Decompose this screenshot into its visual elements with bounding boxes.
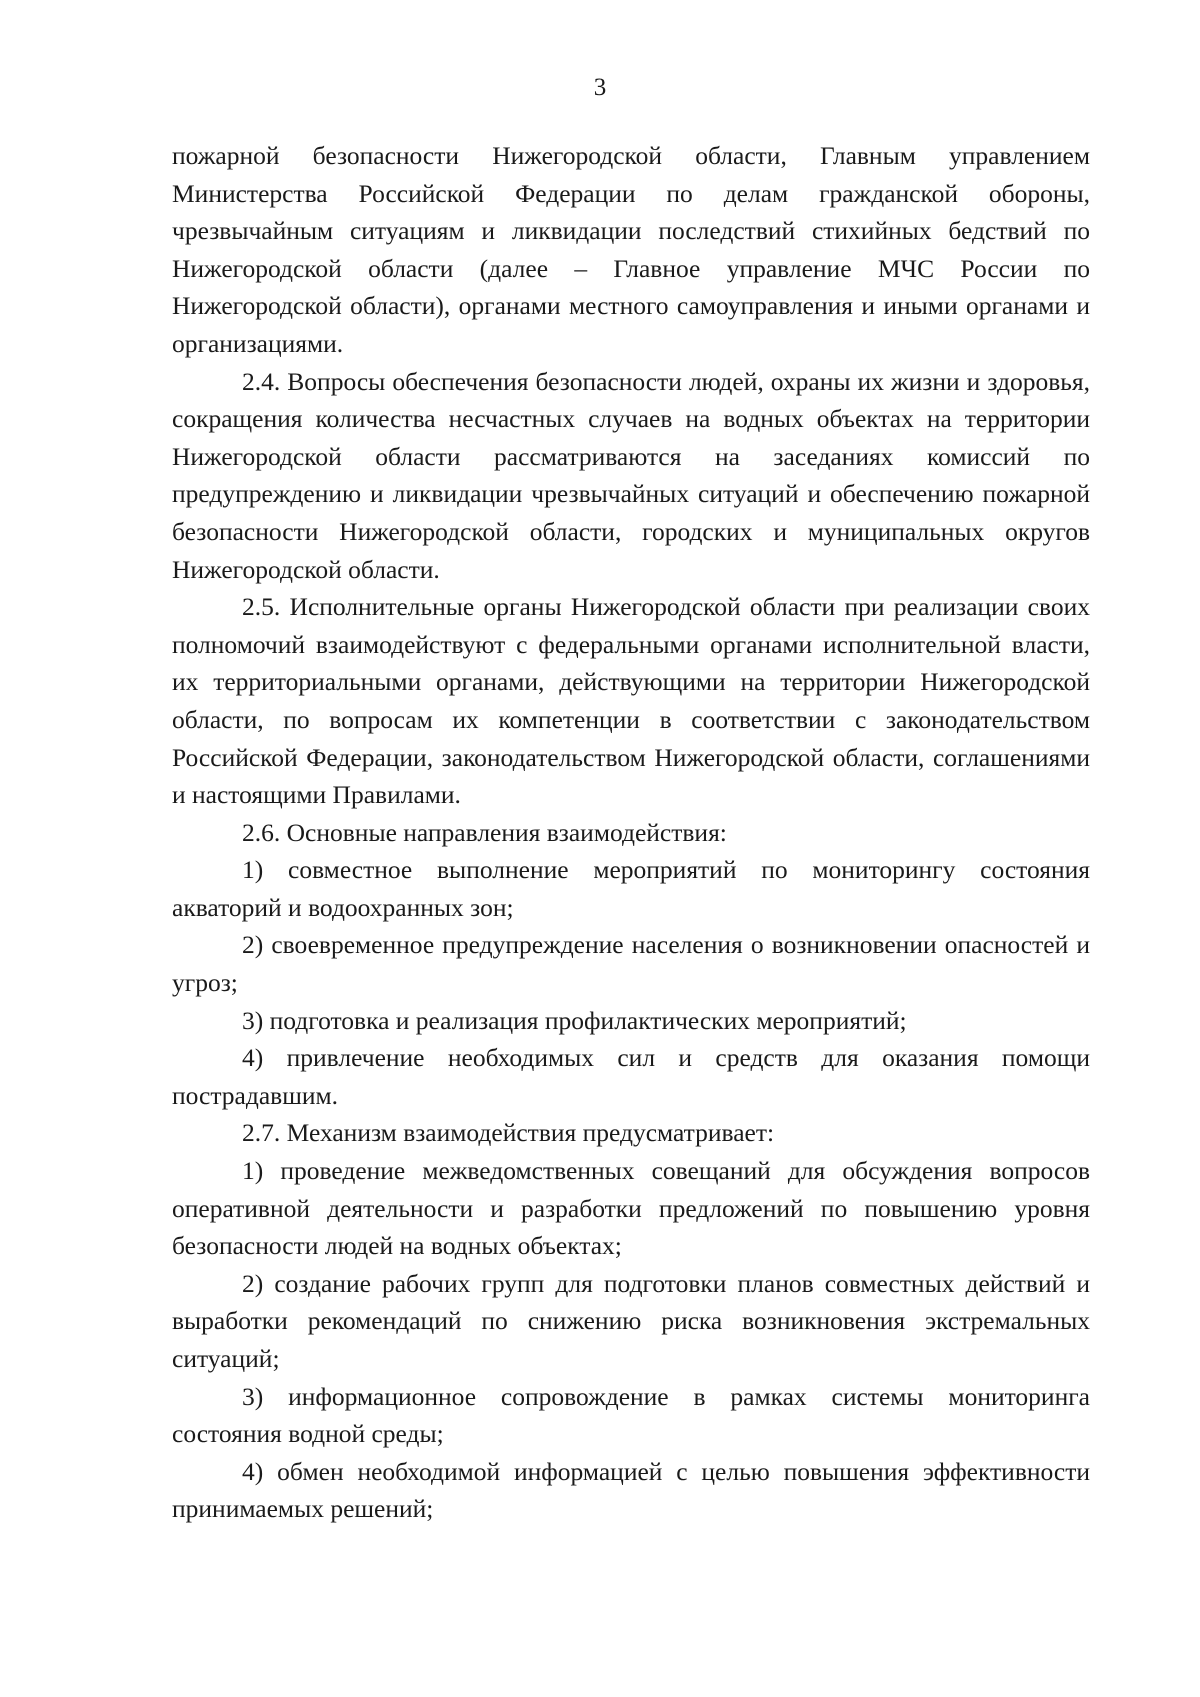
paragraph-2-7-heading: 2.7. Механизм взаимодействия предусматривает: — [242, 1118, 775, 1148]
list-item-2-7-1: 1) проведение межведомственных совещаний для обсуждения вопросов оперативной деятельности и разработки предложений по повышению уровня безопасности людей на водных объектах; — [172, 1156, 1090, 1261]
list-item-2-7-4: 4) обмен необходимой информацией с целью повышения эффективности принимаемых решений; — [172, 1456, 1090, 1524]
paragraph-2-5: 2.5. Исполнительные органы Нижегородской области при реализации своих полномочий взаимодействуют с федеральными органами исполнительной власти, их территориальными органами, действующими на территории Нижегородской области, по вопросам их компетенции в соответствии с законодательством Российской Федерации, законодательством Нижегородской области, соглашениями и настоящими Правилами. — [172, 592, 1090, 810]
paragraph-2-6-heading: 2.6. Основные направления взаимодействия: — [242, 817, 727, 847]
list-item-2-6-3: 3) подготовка и реализация профилактических мероприятий; — [242, 1005, 907, 1035]
list-item-2-7-2: 2) создание рабочих групп для подготовки планов совместных действий и выработки рекомендаций по снижению риска возникновения экстремальных ситуаций; — [172, 1268, 1090, 1373]
list-item-2-6-1: 1) совместное выполнение мероприятий по мониторингу состояния акваторий и водоохранных зон; — [172, 855, 1090, 922]
document-body — [172, 137, 1090, 1528]
paragraph-continuation: пожарной безопасности Нижегородской области, Главным управлением Министерства Российской Федерации по делам гражданской обороны, чрезвычайным ситуациям и ликвидации последствий стихийных бедствий по Нижегородской области (далее – Главное управление МЧС России по Нижегородской области), органами местного самоуправления и иными органами и организациями. — [172, 141, 1090, 358]
list-item-2-7-3: 3) информационное сопровождение в рамках системы мониторинга состояния водной среды; — [172, 1381, 1090, 1449]
paragraph-2-4: 2.4. Вопросы обеспечения безопасности людей, охраны их жизни и здоровья, сокращения количества несчастных случаев на водных объектах на территории Нижегородской области рассматриваются на заседаниях комиссий по предупреждению и ликвидации чрезвычайных ситуаций и обеспечению пожарной безопасности Нижегородской области, городских и муниципальных округов Нижегородской области. — [172, 366, 1090, 584]
list-item-2-6-4: 4) привлечение необходимых сил и средств для оказания помощи пострадавшим. — [172, 1043, 1090, 1110]
page-number: 3 — [593, 74, 607, 101]
list-item-2-6-2: 2) своевременное предупреждение населения о возникновении опасностей и угроз; — [172, 930, 1090, 998]
